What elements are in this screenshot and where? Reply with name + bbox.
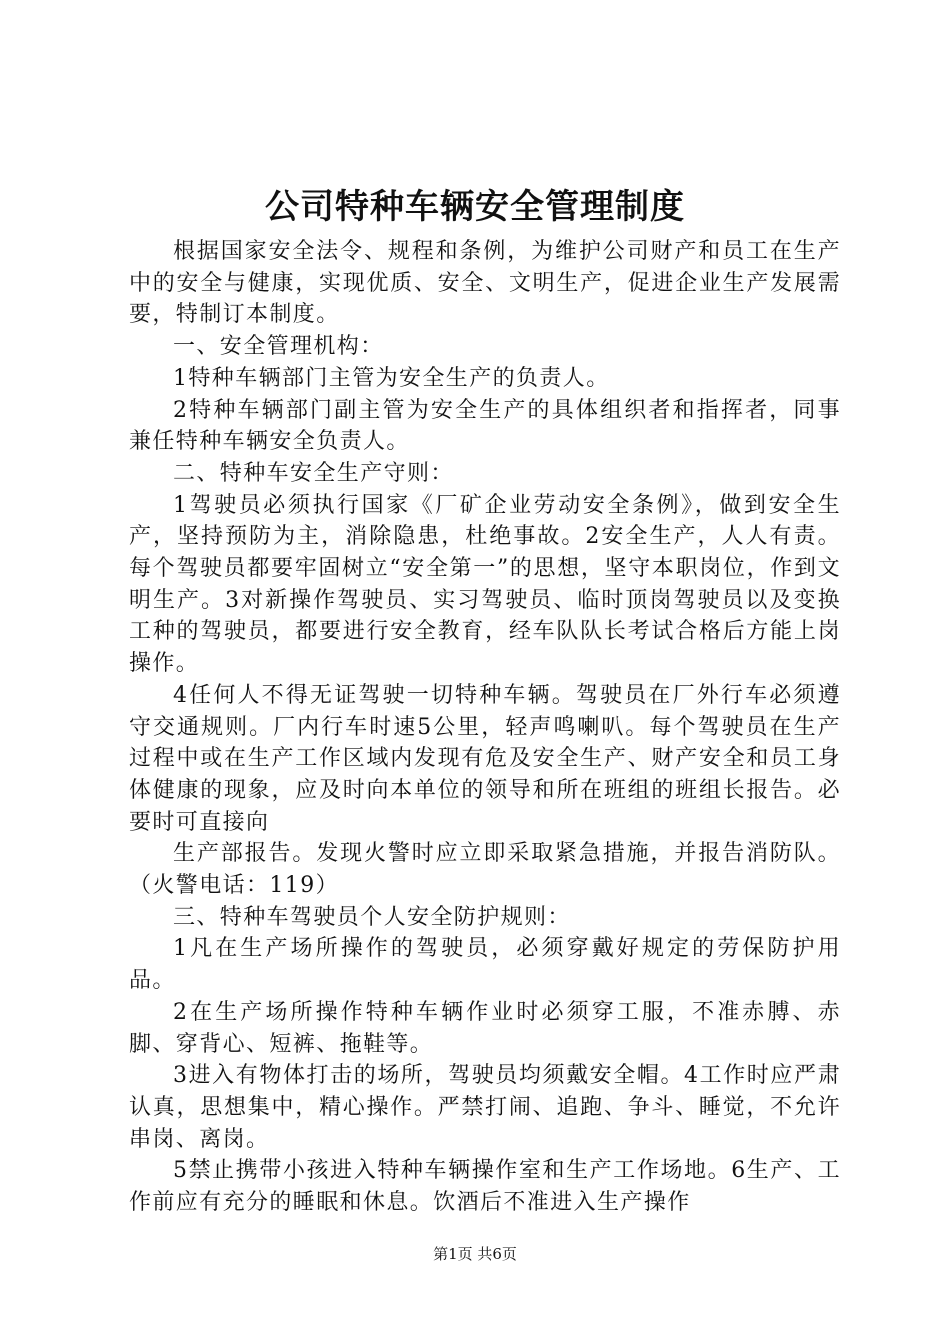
- paragraph-3-5: 5禁止携带小孩进入特种车辆操作室和生产工作场地。6生产、工作前应有充分的睡眠和休息。饮酒后不准进入生产操作: [129, 1158, 841, 1216]
- paragraph-3-2: 2在生产场所操作特种车辆作业时必须穿工服，不准赤膊、赤脚、穿背心、短裤、拖鞋等。: [129, 999, 841, 1057]
- document-body: [129, 236, 841, 1219]
- paragraph-2-1: 1驾驶员必须执行国家《厂矿企业劳动安全条例》，做到安全生产，坚持预防为主，消除隐患，杜绝事故。2安全生产，人人有责。每个驾驶员都要牢固树立“安全第一”的思想，坚守本职岗位，作到文明生产。3对新操作驾驶员、实习驾驶员、临时顶岗驾驶员以及变换工种的驾驶员，都要进行安全教育，经车队队长考试合格后方能上岗操作。: [129, 492, 841, 677]
- document-title: 公司特种车辆安全管理制度: [265, 187, 685, 227]
- section-heading-1: 一、安全管理机构：: [173, 334, 384, 360]
- section-heading-3: 三、特种车驾驶员个人安全防护规则：: [173, 904, 571, 930]
- page-number-footer: 第1页 共6页: [433, 1245, 517, 1263]
- paragraph-3-3: 3进入有物体打击的场所，驾驶员均须戴安全帽。4工作时应严肃认真，思想集中，精心操作。严禁打闹、追跑、争斗、睡觉，不允许串岗、离岗。: [129, 1063, 841, 1152]
- section-heading-2: 二、特种车安全生产守则：: [173, 460, 454, 486]
- paragraph-3-1: 1凡在生产场所操作的驾驶员，必须穿戴好规定的劳保防护用品。: [129, 936, 841, 994]
- intro-paragraph: 根据国家安全法令、规程和条例，为维护公司财产和员工在生产中的安全与健康，实现优质、安全、文明生产，促进企业生产发展需要，特制订本制度。: [129, 239, 841, 328]
- paragraph-1-1: 1特种车辆部门主管为安全生产的负责人。: [173, 365, 610, 391]
- paragraph-2-4: 4任何人不得无证驾驶一切特种车辆。驾驶员在厂外行车必须遵守交通规则。厂内行车时速5公里，轻声鸣喇叭。每个驾驶员在生产过程中或在生产工作区域内发现有危及安全生产、财产安全和员工身体健康的现象，应及时向本单位的领导和所在班组的班组长报告。必要时可直接向: [129, 682, 841, 835]
- paragraph-1-2: 2特种车辆部门副主管为安全生产的具体组织者和指挥者，同事兼任特种车辆安全负责人。: [129, 397, 841, 455]
- paragraph-2-continued: 生产部报告。发现火警时应立即采取紧急措施，并报告消防队。（火警电话：119）: [129, 841, 841, 899]
